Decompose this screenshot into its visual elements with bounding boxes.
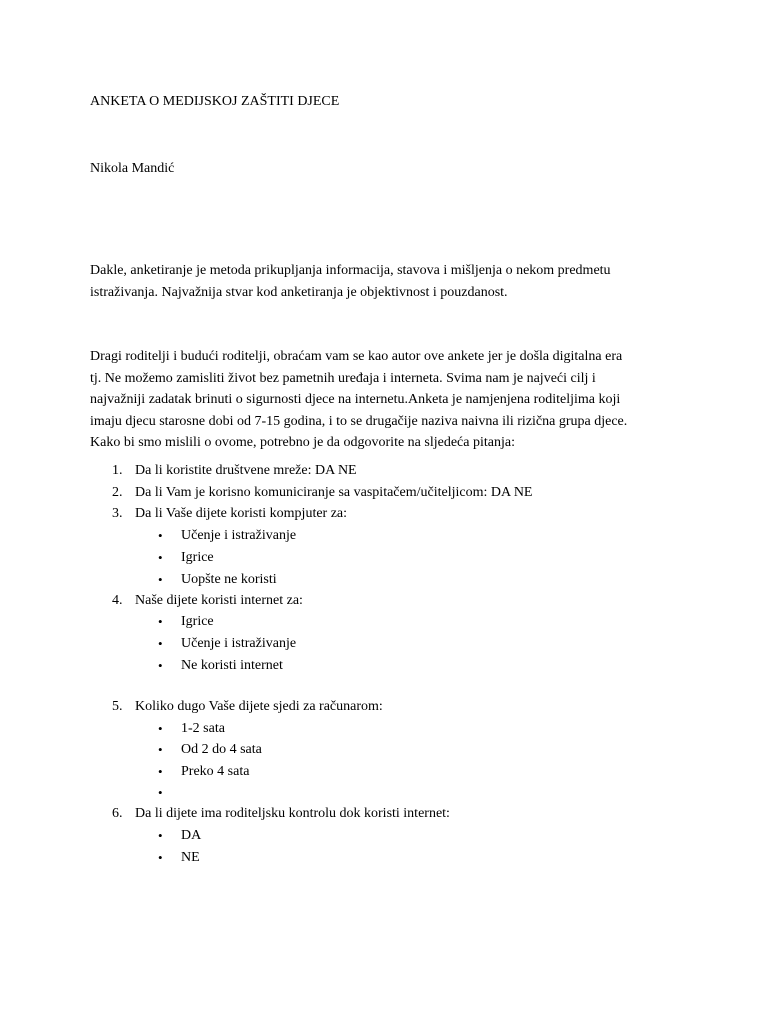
letter-line: Kako bi smo mislili o ovome, potrebno je da odgovorite na sljedeća pitanja: bbox=[90, 435, 515, 450]
option-text: Igrice bbox=[181, 550, 214, 565]
letter-line: najvažniji zadatak brinuti o sigurnosti djece na internetu.Anketa je namjenjena roditeljima koji bbox=[90, 392, 621, 407]
bullet-icon: • bbox=[158, 636, 163, 651]
bullet-icon: • bbox=[158, 785, 163, 800]
option-text: 1-2 sata bbox=[181, 721, 225, 736]
question-text: Da li dijete ima roditeljsku kontrolu dok koristi internet: bbox=[135, 806, 450, 821]
option-text: Preko 4 sata bbox=[181, 764, 250, 779]
bullet-icon: • bbox=[158, 572, 163, 587]
question-text: Koliko dugo Vaše dijete sjedi za računarom: bbox=[135, 699, 383, 714]
option-text: Učenje i istraživanje bbox=[181, 528, 297, 543]
question-text: Da li koristite društvene mreže: DA NE bbox=[135, 463, 357, 478]
author-name: Nikola Mandić bbox=[90, 161, 175, 176]
document-title: ANKETA O MEDIJSKOJ ZAŠTITI DJECE bbox=[90, 94, 340, 109]
question-text: Da li Vaše dijete koristi kompjuter za: bbox=[135, 506, 348, 521]
letter-line: Dragi roditelji i budući roditelji, obraćam vam se kao autor ove ankete jer je došla digitalna era bbox=[90, 349, 623, 364]
question-number: 6. bbox=[112, 806, 123, 821]
intro-line: Dakle, anketiranje je metoda prikupljanja informacija, stavova i mišljenja o nekom predmetu bbox=[90, 263, 611, 278]
question-number: 1. bbox=[112, 463, 123, 478]
intro-line: istraživanja. Najvažnija stvar kod anketiranja je objektivnost i pouzdanost. bbox=[90, 284, 508, 300]
option-text: NE bbox=[181, 850, 200, 865]
letter-paragraph bbox=[90, 346, 690, 454]
intro-paragraph bbox=[90, 260, 690, 303]
bullet-icon: • bbox=[158, 721, 163, 736]
question-number: 2. bbox=[112, 485, 123, 500]
letter-line: tj. Ne možemo zamisliti život bez pametnih uređaja i interneta. Svima nam je najveći cilj i bbox=[90, 370, 596, 386]
bullet-icon: • bbox=[158, 550, 163, 565]
question-number: 4. bbox=[112, 593, 123, 608]
bullet-icon: • bbox=[158, 764, 163, 779]
bullet-icon: • bbox=[158, 614, 163, 629]
option-text: Ne koristi internet bbox=[181, 658, 283, 673]
question-number: 3. bbox=[112, 506, 123, 521]
question-text: Da li Vam je korisno komuniciranje sa vaspitačem/učiteljicom: DA NE bbox=[135, 485, 533, 500]
bullet-icon: • bbox=[158, 528, 163, 543]
option-text: Igrice bbox=[181, 614, 214, 629]
option-text: Uopšte ne koristi bbox=[181, 572, 277, 587]
question-number: 5. bbox=[112, 699, 123, 714]
bullet-icon: • bbox=[158, 742, 163, 757]
question-text: Naše dijete koristi internet za: bbox=[135, 593, 303, 608]
bullet-icon: • bbox=[158, 658, 163, 673]
option-text: Od 2 do 4 sata bbox=[181, 742, 262, 757]
bullet-icon: • bbox=[158, 828, 163, 843]
bullet-icon: • bbox=[158, 850, 163, 865]
letter-line: imaju djecu starosne dobi od 7-15 godina, i to se drugačije naziva naivna ili rizična grupa djece. bbox=[90, 413, 628, 429]
option-text: Učenje i istraživanje bbox=[181, 636, 297, 651]
option-text: DA bbox=[181, 828, 202, 843]
